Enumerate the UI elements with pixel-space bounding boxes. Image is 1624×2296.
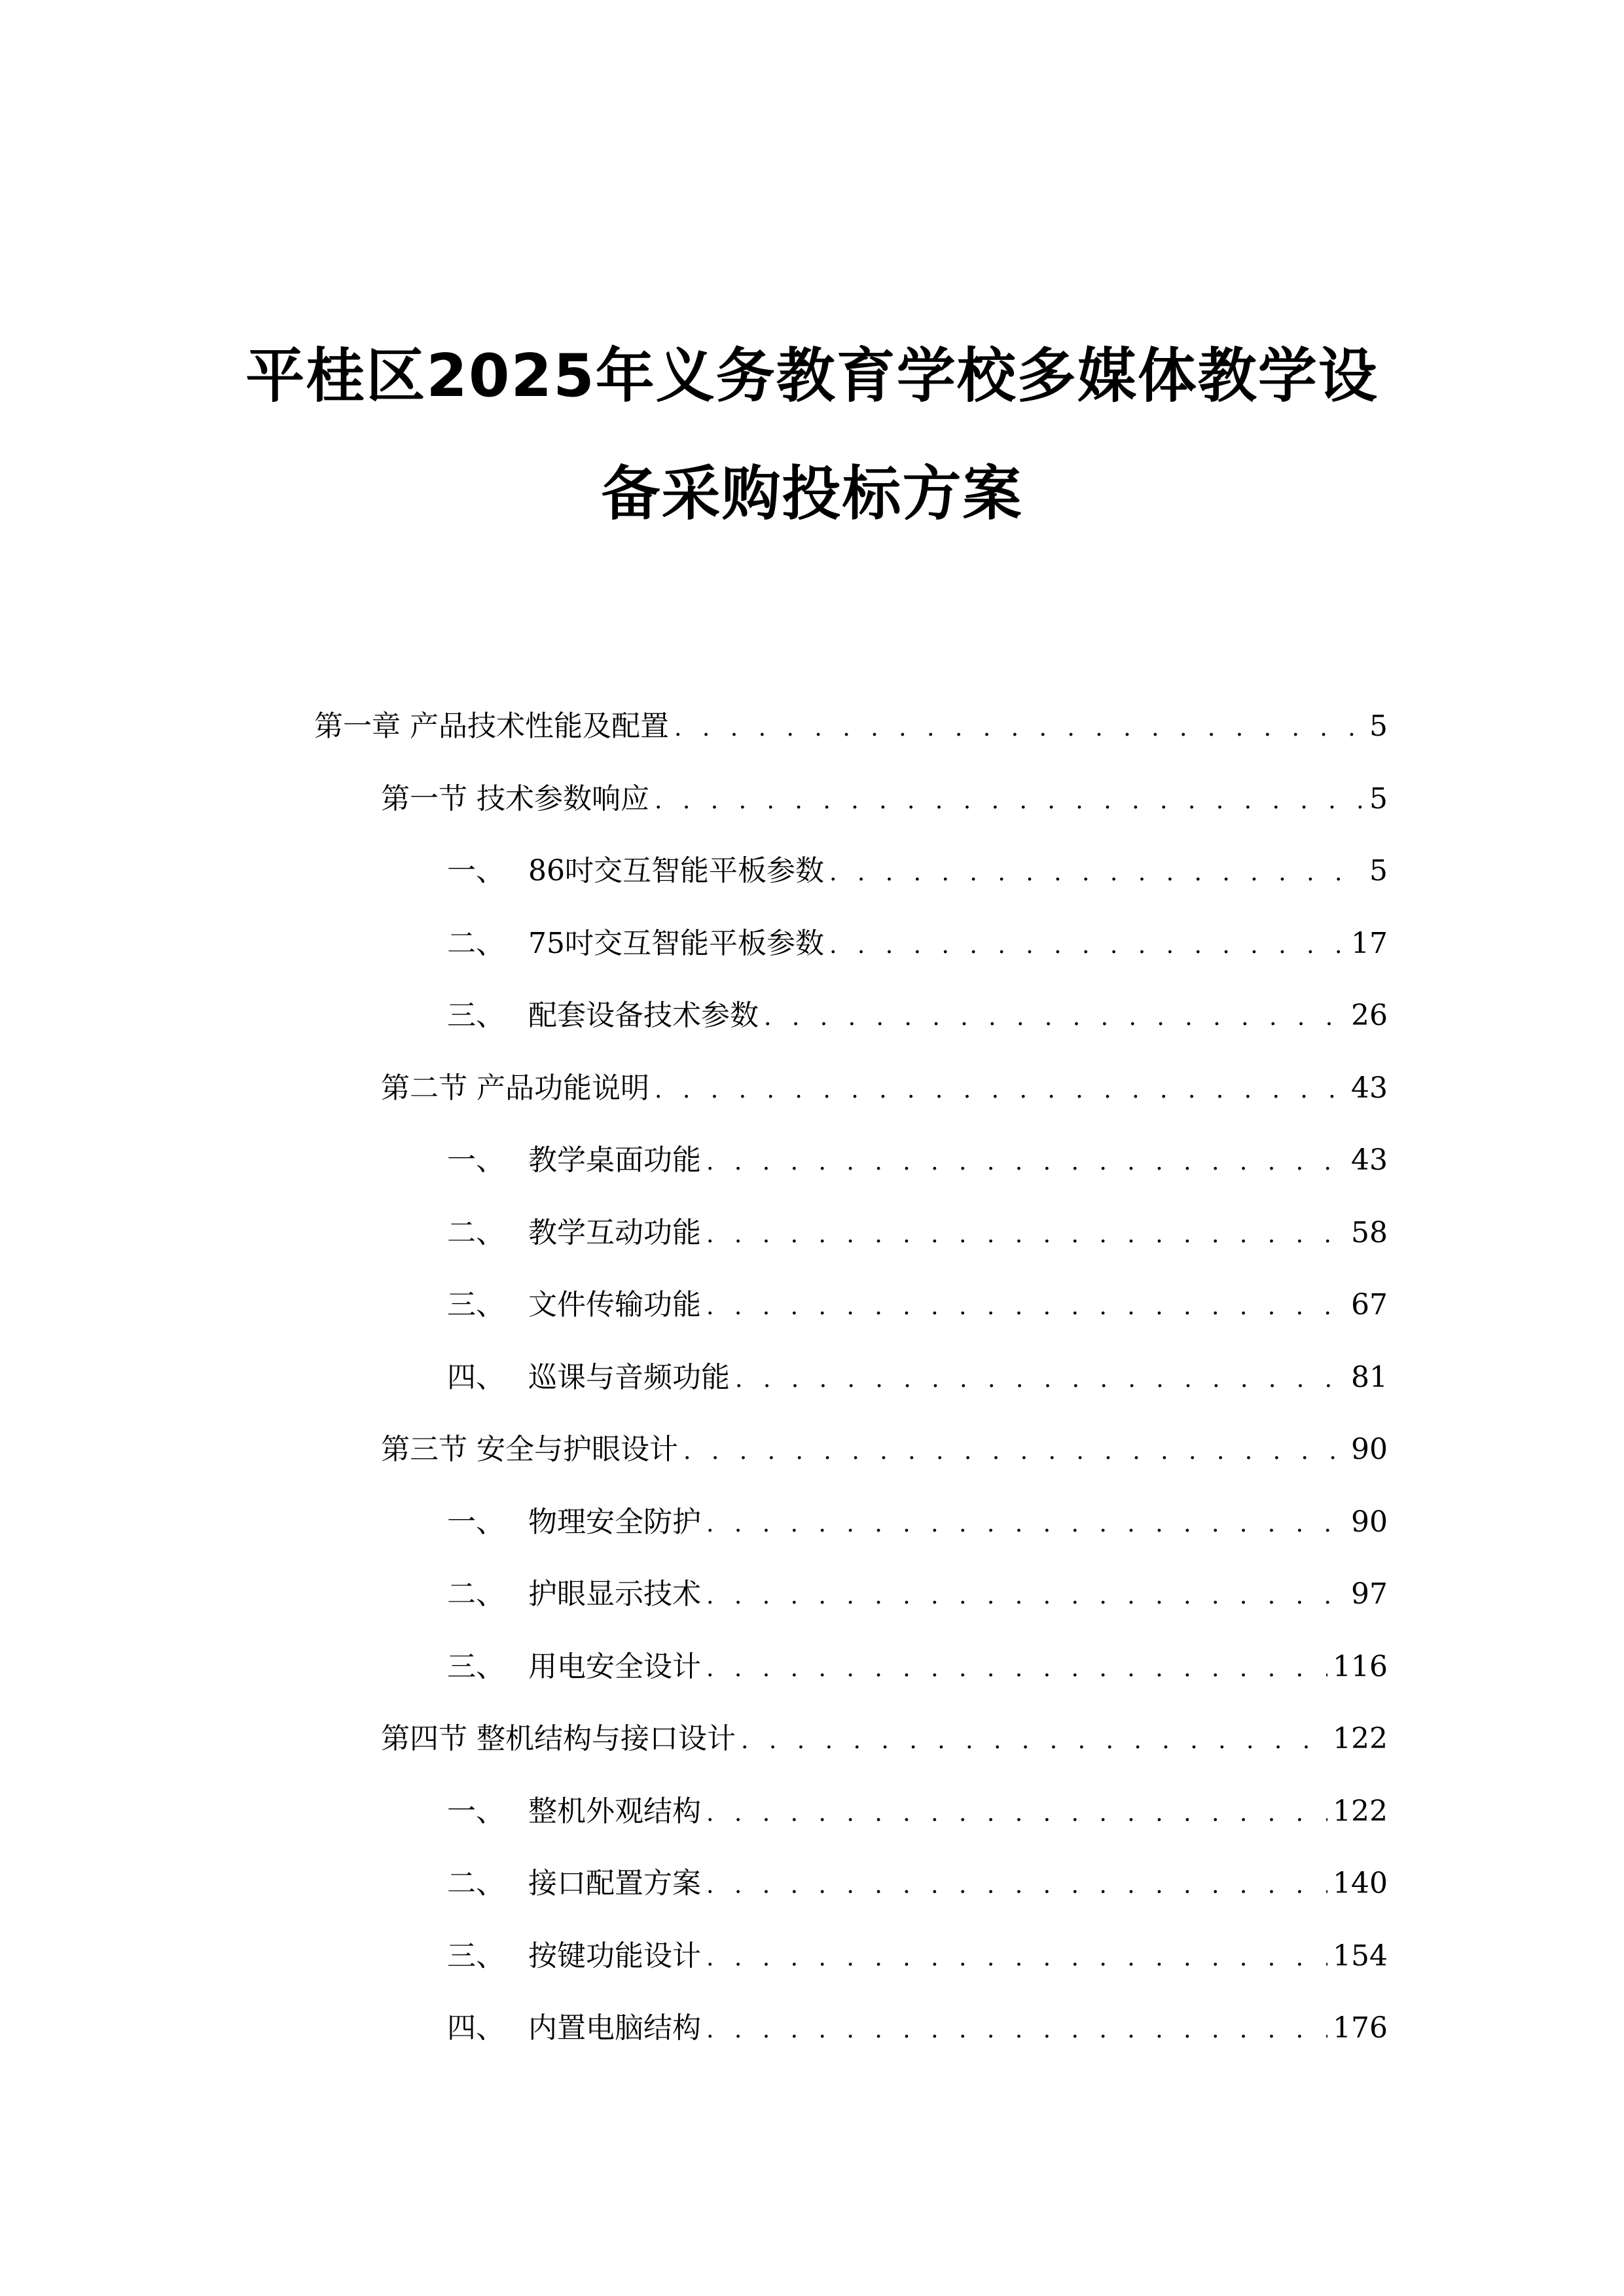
toc-entry-label: 75吋交互智能平板参数	[528, 926, 824, 960]
toc-entry-number: 二、	[447, 1867, 505, 1900]
toc-entry-page: 122	[1333, 1794, 1388, 1828]
toc-entry-label: 86吋交互智能平板参数	[528, 854, 824, 888]
toc-entry-number: 一、	[447, 854, 505, 888]
toc-entry-label: 内置电脑结构	[528, 2011, 701, 2045]
toc-entry-page: 17	[1351, 926, 1388, 960]
document-title-line-1: 平桂区2025年义务教育学校多媒体教学设	[245, 342, 1379, 410]
toc-dot-leader	[706, 1287, 1346, 1327]
toc-dot-leader	[706, 1505, 1346, 1544]
toc-entry-number: 三、	[447, 1288, 505, 1321]
toc-entry-number: 二、	[447, 1215, 505, 1249]
toc-entry-label: 配套设备技术参数	[528, 999, 759, 1032]
toc-entry-page: 140	[1333, 1867, 1388, 1900]
toc-entry[interactable]	[447, 2009, 1388, 2048]
toc-dot-leader	[706, 1794, 1327, 1833]
toc-entry-page: 5	[1369, 854, 1388, 888]
toc-entry[interactable]	[447, 1141, 1388, 1180]
toc-entry-number: 二、	[447, 926, 505, 960]
toc-entry[interactable]	[447, 924, 1388, 963]
toc-entry-number: 一、	[447, 1505, 505, 1539]
toc-entry[interactable]	[447, 1285, 1388, 1325]
toc-entry-page: 122	[1333, 1722, 1388, 1755]
toc-entry[interactable]	[447, 1647, 1388, 1687]
toc-entry-label: 第二节 产品功能说明	[381, 1071, 649, 1105]
toc-entry[interactable]	[447, 1575, 1388, 1614]
toc-entry-page: 58	[1351, 1215, 1388, 1249]
toc-entry-label: 第四节 整机结构与接口设计	[381, 1722, 736, 1755]
toc-entry[interactable]	[447, 1213, 1388, 1253]
toc-entry-label: 教学桌面功能	[528, 1143, 701, 1177]
toc-entry-label: 巡课与音频功能	[528, 1360, 730, 1394]
toc-entry-page: 43	[1351, 1143, 1388, 1177]
toc-dot-leader	[655, 781, 1364, 821]
toc-entry-number: 四、	[447, 1360, 505, 1394]
toc-entry[interactable]	[447, 1358, 1388, 1397]
toc-entry-page: 116	[1333, 1649, 1388, 1683]
toc-entry-label: 接口配置方案	[528, 1867, 701, 1900]
toc-dot-leader	[741, 1721, 1327, 1761]
toc-entry-number: 一、	[447, 1794, 505, 1828]
toc-dot-leader	[706, 1215, 1346, 1255]
toc-entry-label: 第一章 产品技术性能及配置	[314, 709, 669, 743]
toc-entry-page: 67	[1351, 1288, 1388, 1321]
toc-entry-label: 第一节 技术参数响应	[381, 781, 649, 816]
toc-entry-number: 三、	[447, 1649, 505, 1683]
toc-entry[interactable]	[447, 1864, 1388, 1903]
toc-entry-page: 26	[1351, 999, 1388, 1032]
toc-dot-leader	[655, 1071, 1346, 1110]
toc-dot-leader	[706, 2011, 1327, 2050]
toc-dot-leader	[829, 853, 1364, 893]
toc-entry[interactable]	[314, 707, 1388, 746]
toc-entry-page: 90	[1351, 1433, 1388, 1466]
toc-entry-number: 三、	[447, 1939, 505, 1973]
toc-entry-page: 5	[1369, 709, 1388, 743]
toc-entry-label: 文件传输功能	[528, 1288, 701, 1321]
toc-entry[interactable]	[381, 1069, 1388, 1108]
toc-dot-leader	[706, 1939, 1327, 1978]
toc-entry-label: 教学互动功能	[528, 1215, 701, 1249]
toc-entry[interactable]	[381, 1430, 1388, 1469]
toc-entry-page: 81	[1351, 1360, 1388, 1394]
toc-entry[interactable]	[447, 1792, 1388, 1831]
toc-entry[interactable]	[447, 852, 1388, 891]
toc-dot-leader	[706, 1143, 1346, 1182]
toc-dot-leader	[764, 998, 1346, 1037]
toc-entry-label: 物理安全防护	[528, 1505, 701, 1539]
toc-dot-leader	[706, 1866, 1327, 1905]
toc-entry-number: 二、	[447, 1577, 505, 1611]
toc-entry[interactable]	[381, 780, 1388, 819]
toc-entry-page: 176	[1333, 2011, 1388, 2045]
toc-dot-leader	[706, 1649, 1327, 1689]
toc-dot-leader	[674, 709, 1364, 748]
toc-entry[interactable]	[381, 1719, 1388, 1759]
toc-entry-label: 按键功能设计	[528, 1939, 701, 1973]
toc-entry[interactable]	[447, 1503, 1388, 1542]
toc-entry-label: 护眼显示技术	[528, 1577, 701, 1611]
toc-entry-number: 四、	[447, 2011, 505, 2045]
toc-entry-page: 97	[1351, 1577, 1388, 1611]
toc-entry-label: 用电安全设计	[528, 1649, 701, 1683]
toc-dot-leader	[706, 1577, 1346, 1616]
toc-dot-leader	[735, 1360, 1346, 1399]
toc-dot-leader	[683, 1432, 1346, 1471]
toc-entry-number: 三、	[447, 999, 505, 1032]
toc-entry[interactable]	[447, 996, 1388, 1035]
toc-entry-page: 154	[1333, 1939, 1388, 1973]
toc-dot-leader	[829, 926, 1346, 965]
toc-entry-page: 90	[1351, 1505, 1388, 1539]
toc-entry-number: 一、	[447, 1143, 505, 1177]
document-title-line-2: 备采购投标方案	[601, 459, 1023, 528]
toc-entry[interactable]	[447, 1937, 1388, 1976]
toc-entry-page: 5	[1369, 781, 1388, 816]
toc-entry-label: 第三节 安全与护眼设计	[381, 1433, 678, 1466]
toc-entry-label: 整机外观结构	[528, 1794, 701, 1828]
toc-entry-page: 43	[1351, 1071, 1388, 1105]
